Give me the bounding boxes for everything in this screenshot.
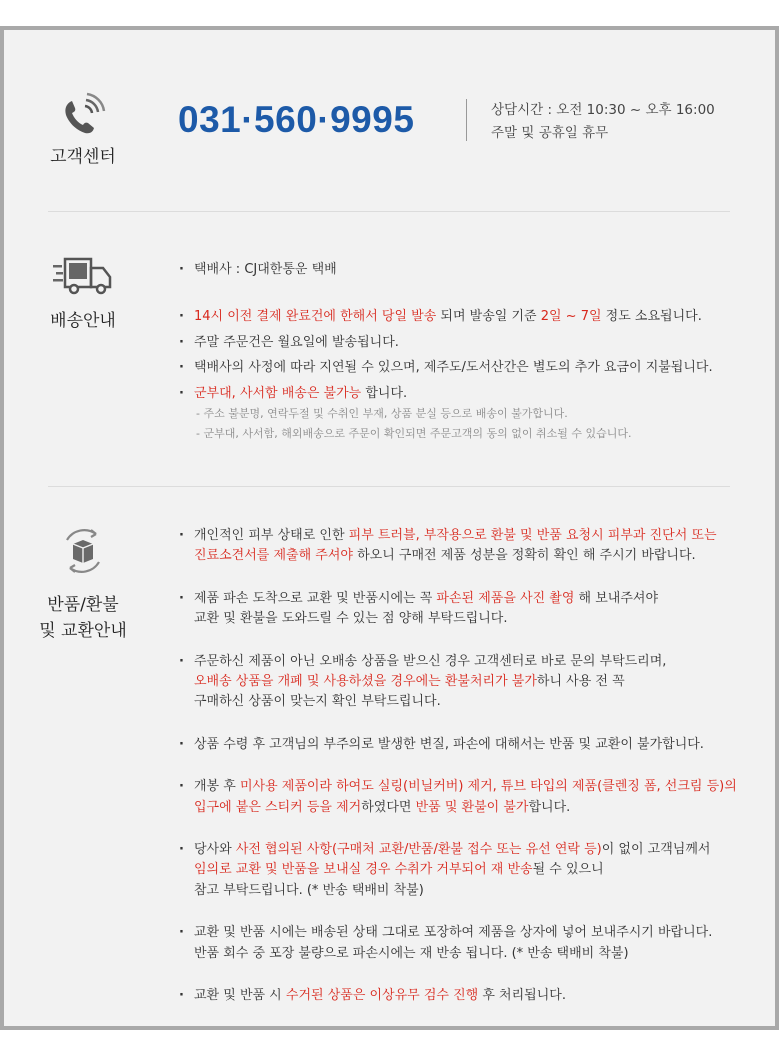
item-text: 하오니 구매전 제품 성분을 정확히 확인 해 주시기 바랍니다.	[352, 548, 696, 564]
hours-line-1: 상담시간 : 오전 10:30 ~ 오후 16:00	[491, 102, 715, 118]
list-item	[177, 260, 337, 280]
item-text: 참고 부탁드립니다. (* 반송 택배비 착불)	[194, 882, 424, 898]
same-day-highlight: 14시 이전 결제 완료건에 한해서 당일 발송	[194, 309, 437, 324]
item-text: 합니다.	[361, 385, 408, 401]
list-item	[177, 923, 737, 964]
vertical-separator	[466, 99, 467, 141]
prior-agreement-highlight: 사전 협의된 사항(구매처 교환/반품/환불 접수 또는 유선 연락 등)	[235, 842, 602, 858]
item-text: 해 보내주셔야	[574, 590, 659, 606]
list-item	[177, 381, 713, 407]
sticker-highlight: 입구에 붙은 스티커 등을 제거	[194, 799, 362, 815]
shipping-note-2: - 군부대, 사서함, 해외배송으로 주문이 확인되면 주문고객의 동의 없이 취소될 수 있습니다.	[196, 427, 632, 440]
section-divider	[48, 211, 730, 212]
list-item	[177, 589, 737, 630]
item-text: 교환 및 환불을 도와드릴 수 있는 점 양해 부탁드립니다.	[194, 611, 508, 627]
military-highlight: 군부대, 사서함 배송은 불가능	[194, 385, 362, 401]
shipping-title: 배송안내	[50, 311, 116, 331]
certificate-highlight: 진료소견서를 제출해 주셔야	[194, 548, 353, 564]
list-item	[177, 840, 737, 901]
item-text: 개인적인 피부 상태로 인한	[194, 528, 349, 543]
shipping-courier-list	[177, 260, 337, 280]
section-divider	[48, 486, 730, 487]
item-text: 당사와	[194, 842, 236, 858]
customer-center-title: 고객센터	[50, 147, 116, 167]
refund-impossible-highlight: 반품 및 환불이 불가	[415, 799, 529, 815]
return-box-icon	[58, 526, 108, 576]
arbitrary-return-highlight: 임의로 교환 및 반품을 보내실 경우 수취가 거부되어 재 반송	[194, 862, 533, 878]
item-text: · 주문하신 제품이 아닌 오배송 상품을 받으신 경우 고객센터로 바로 문의 부탁드리며,	[194, 653, 667, 669]
item-text: 제품 파손 도착으로 교환 및 반품시에는 꼭	[194, 590, 437, 606]
inspection-highlight: 수거된 상품은 이상유무 검수 진행	[285, 988, 479, 1004]
item-text: 교환 및 반품 시	[194, 988, 286, 1004]
returns-title-line-1: 반품/환불	[47, 595, 119, 615]
item-text: 될 수 있으니	[532, 862, 604, 878]
list-item	[177, 986, 737, 1006]
item-text: 정도 소요됩니다.	[601, 309, 702, 324]
business-hours	[491, 99, 715, 145]
list-item	[177, 735, 737, 755]
item-text: 반품 회수 중 포장 불량으로 파손시에는 재 반송 됩니다. (* 반송 택배비 착불)	[194, 945, 629, 961]
list-item	[177, 777, 737, 818]
item-text: 하니 사용 전 꼭	[536, 674, 625, 690]
item-text: 개봉 후	[194, 779, 240, 795]
item-text: 택배사의 사정에 따라 지연될 수 있으며, 제주도/도서산간은 별도의 추가 요금이 지불됩니다.	[194, 360, 713, 375]
item-text: 되며 발송일 기준	[436, 309, 541, 324]
returns-title-line-2: 및 교환안내	[39, 621, 127, 641]
hours-line-2: 주말 및 공휴일 휴무	[491, 125, 609, 141]
trouble-highlight: 피부 트러블, 부작용으로 환불 및 반품 요청시 피부과 진단서 또는	[348, 528, 717, 543]
shipping-info-list	[177, 304, 713, 406]
list-item	[177, 355, 713, 381]
misdelivery-highlight: 오배송 상품을 개폐 및 사용하셨을 경우에는 환불처리가 불가	[194, 674, 537, 690]
item-text: 구매하신 상품이 맞는지 확인 부탁드립니다.	[194, 694, 441, 710]
item-text: · 상품 수령 후 고객님의 부주의로 발생한 변질, 파손에 대해서는 반품 및 교환이 불가합니다.	[194, 736, 704, 752]
delivery-truck-icon	[52, 256, 114, 296]
item-text: 이 없이 고객님께서	[601, 842, 711, 858]
phone-icon	[58, 92, 108, 138]
item-text: 하였다면	[361, 799, 416, 815]
delivery-days-highlight: 2일 ~ 7일	[540, 309, 602, 324]
phone-number[interactable]: 031·560·9995	[178, 99, 415, 140]
item-text: 후 처리됩니다.	[478, 988, 566, 1004]
list-item	[177, 652, 737, 713]
item-text: 주말 주문건은 월요일에 발송됩니다.	[194, 334, 399, 350]
returns-info-list	[177, 526, 737, 1007]
list-item	[177, 330, 713, 356]
shipping-note-1: - 주소 불분명, 연락두절 및 수취인 부재, 상품 분실 등으로 배송이 불가합니다.	[196, 407, 568, 420]
opened-highlight: 미사용 제품이라 하여도 실링(비닐커버) 제거, 튜브 타입의 제품(클렌징 폼, 선크림 등)의	[239, 779, 737, 795]
list-item	[177, 304, 713, 330]
photo-highlight: 파손된 제품을 사진 촬영	[436, 590, 575, 606]
returns-title	[13, 592, 153, 644]
list-item	[177, 526, 737, 567]
item-text: · 교환 및 반품 시에는 배송된 상태 그대로 포장하여 제품을 상자에 넣어 보내주시기 바랍니다.	[194, 925, 713, 941]
item-text: 합니다.	[528, 799, 571, 815]
courier-text: 택배사 : CJ대한통운 택배	[194, 262, 337, 277]
